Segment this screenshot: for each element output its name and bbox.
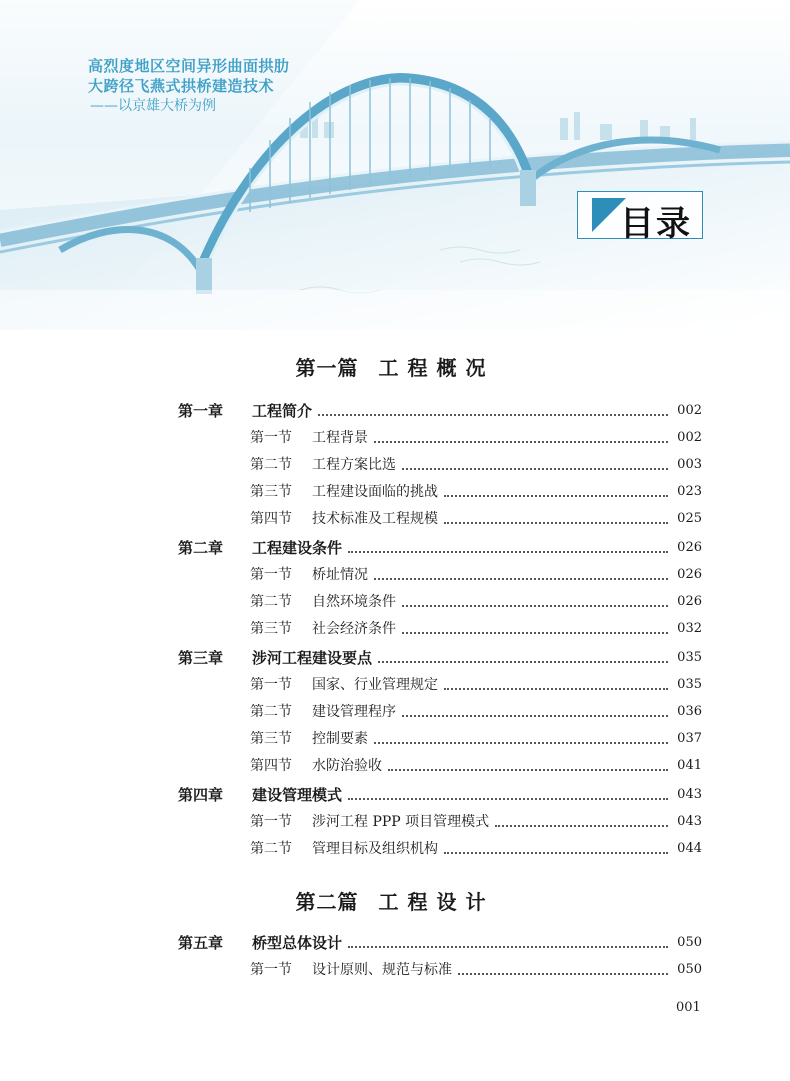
toc-section-entry[interactable] [178, 753, 702, 775]
section-label: 第三节 [250, 621, 292, 637]
page-number: 050 [677, 962, 702, 977]
dot-leader [348, 946, 668, 948]
section-title: 技术标准及工程规模 [312, 511, 438, 527]
section-title: 涉河工程 PPP 项目管理模式 [312, 814, 490, 830]
section-label: 第四节 [250, 758, 292, 774]
dot-leader [374, 578, 668, 580]
toc-heading-box [577, 191, 703, 244]
section-label: 第一节 [250, 567, 292, 583]
chapter-title: 工程建设条件 [252, 539, 343, 557]
page-number: 026 [677, 594, 702, 609]
toc-section-entry[interactable] [178, 699, 702, 721]
dot-leader [388, 769, 668, 771]
toc-section-entry[interactable] [178, 836, 702, 858]
section-title: 水防治验收 [312, 758, 382, 774]
dot-leader [402, 605, 668, 607]
page-number: 043 [677, 787, 702, 802]
chapter-label: 第五章 [178, 934, 224, 952]
dot-leader [402, 468, 668, 470]
section-title: 管理目标及组织机构 [312, 841, 438, 857]
page-number: 043 [677, 814, 702, 829]
page-number: 032 [677, 621, 702, 636]
part-number: 第一篇 [295, 356, 359, 380]
dot-leader [402, 715, 668, 717]
part-name: 工程概况 [378, 356, 495, 380]
toc-section-entry[interactable] [178, 957, 702, 979]
page-number: 003 [677, 457, 702, 472]
part-name: 工程设计 [378, 890, 495, 914]
section-title: 国家、行业管理规定 [312, 677, 438, 693]
dot-leader [495, 825, 668, 827]
dot-leader [348, 798, 668, 800]
chapter-title: 涉河工程建设要点 [252, 649, 373, 667]
chapter-label: 第二章 [178, 539, 224, 557]
page-number: 002 [677, 403, 702, 418]
toc-section-entry[interactable] [178, 726, 702, 748]
section-label: 第二节 [250, 704, 292, 720]
page-number: 035 [677, 677, 702, 692]
page-number: 025 [677, 511, 702, 526]
dot-leader [444, 688, 668, 690]
page-number: 041 [677, 758, 702, 773]
section-title: 建设管理程序 [312, 704, 396, 720]
page-number: 037 [677, 731, 702, 746]
dot-leader [444, 522, 668, 524]
section-title: 桥址情况 [312, 567, 368, 583]
toc-section-entry[interactable] [178, 479, 702, 501]
toc-section-entry[interactable] [178, 589, 702, 611]
section-title: 设计原则、规范与标准 [312, 962, 452, 978]
section-label: 第三节 [250, 484, 292, 500]
part-title [0, 352, 790, 381]
toc-section-entry[interactable] [178, 562, 702, 584]
chapter-title: 桥型总体设计 [252, 934, 343, 952]
section-label: 第一节 [250, 430, 292, 446]
page-number: 023 [677, 484, 702, 499]
section-label: 第二节 [250, 841, 292, 857]
toc-chapter-entry[interactable] [178, 930, 702, 952]
chapter-label: 第一章 [178, 402, 224, 420]
page-number: 002 [677, 430, 702, 445]
section-label: 第三节 [250, 731, 292, 747]
toc-chapter-entry[interactable] [178, 645, 702, 667]
toc-section-entry[interactable] [178, 616, 702, 638]
cover-bridge-illustration [0, 0, 790, 330]
dot-leader [378, 661, 668, 663]
toc-chapter-entry[interactable] [178, 782, 702, 804]
page-number: 026 [677, 567, 702, 582]
page-folio: 001 [676, 1000, 701, 1015]
book-title-line-1: 高烈度地区空间异形曲面拱肋 [88, 57, 290, 75]
chapter-title: 建设管理模式 [252, 786, 343, 804]
page-number: 026 [677, 540, 702, 555]
section-title: 工程方案比选 [312, 457, 396, 473]
toc-chapter-entry[interactable] [178, 398, 702, 420]
section-label: 第一节 [250, 677, 292, 693]
dot-leader [318, 414, 668, 416]
book-title-line-2: 大跨径飞燕式拱桥建造技术 [88, 77, 275, 95]
page-number: 050 [677, 935, 702, 950]
section-label: 第四节 [250, 511, 292, 527]
section-label: 第一节 [250, 814, 292, 830]
toc-heading: 目录 [620, 204, 692, 244]
section-title: 控制要素 [312, 731, 368, 747]
toc-section-entry[interactable] [178, 425, 702, 447]
part-number: 第二篇 [295, 890, 359, 914]
toc-section-entry[interactable] [178, 672, 702, 694]
dot-leader [458, 973, 668, 975]
dot-leader [374, 441, 668, 443]
dot-leader [444, 495, 668, 497]
page-number: 044 [677, 841, 702, 856]
section-label: 第二节 [250, 594, 292, 610]
section-label: 第一节 [250, 962, 292, 978]
toc-section-entry[interactable] [178, 452, 702, 474]
toc-chapter-entry[interactable] [178, 535, 702, 557]
book-subtitle: ——以京雄大桥为例 [90, 98, 216, 114]
book-title [88, 56, 328, 116]
chapter-title: 工程简介 [252, 402, 313, 420]
page-number: 036 [677, 704, 702, 719]
part-title [0, 886, 790, 915]
dot-leader [374, 742, 668, 744]
section-title: 自然环境条件 [312, 594, 396, 610]
dot-leader [402, 632, 668, 634]
section-title: 社会经济条件 [312, 621, 396, 637]
chapter-label: 第三章 [178, 649, 224, 667]
dot-leader [348, 551, 668, 553]
dot-leader [444, 852, 668, 854]
section-title: 工程建设面临的挑战 [312, 484, 438, 500]
chapter-label: 第四章 [178, 786, 224, 804]
toc-section-entry[interactable] [178, 506, 702, 528]
section-label: 第二节 [250, 457, 292, 473]
section-title: 工程背景 [312, 430, 368, 446]
toc-section-entry[interactable] [178, 809, 702, 831]
page-number: 035 [677, 650, 702, 665]
